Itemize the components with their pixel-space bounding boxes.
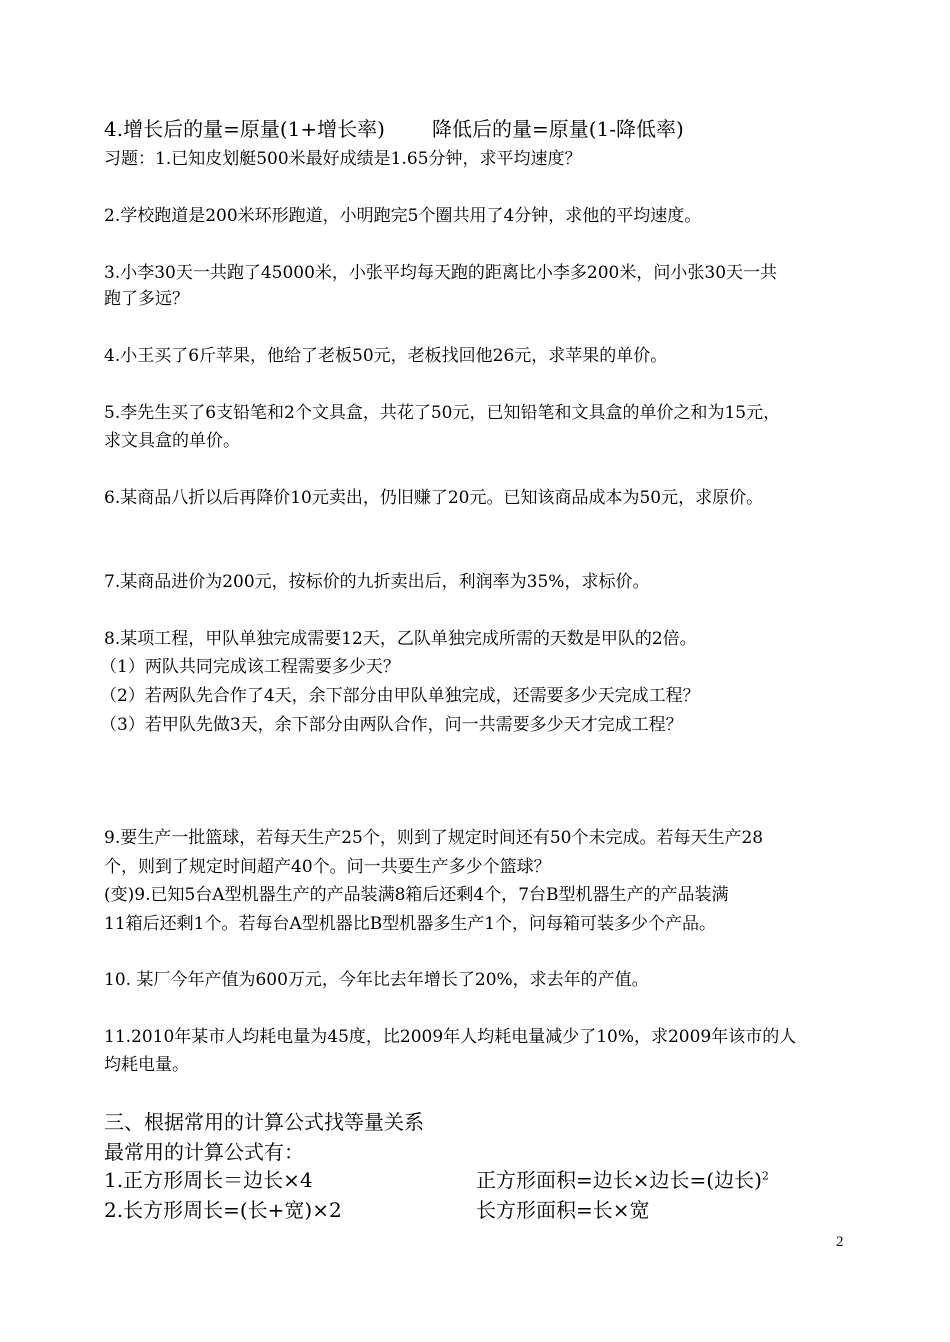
exercise-3-line2: 跑了多远？ [104,289,189,309]
exercise-9-variant-line2: 11箱后还剩1个。若每台A型机器比B型机器多生产1个，问每箱可装多少个产品。 [104,914,717,934]
exercise-8: 8.某项工程，甲队单独完成需要12天，乙队单独完成所需的天数是甲队的2倍。 [104,629,697,649]
exercise-7: 7.某商品进价为200元，按标价的九折卖出后，利润率为35%，求标价。 [104,572,650,592]
exercise-8-part2: （2）若两队先合作了4天，余下部分由甲队单独完成，还需要多少天完成工程？ [100,686,700,706]
formula-2-left: 2.长方形周长=(长+宽)×2 [104,1198,342,1222]
exercise-10: 10. 某厂今年产值为600万元，今年比去年增长了20%，求去年的产值。 [104,970,649,990]
exercise-8-part1: （1）两队共同完成该工程需要多少天？ [100,657,400,677]
exercise-3-line1: 3.小李30天一共跑了45000米，小张平均每天跑的距离比小李多200米，问小张30天一共 [104,263,778,283]
formula-4-left: 4.增长后的量=原量(1+增长率) [104,117,385,141]
exercise-11-line1: 11.2010年某市人均耗电量为45度，比2009年人均耗电量减少了10%，求2009年该市的人 [104,1027,797,1047]
exercise-9-variant-line1: (变)9.已知5台A型机器生产的产品装满8箱后还剩4个，7台B型机器生产的产品装满 [104,885,729,905]
section-3-heading: 三、根据常用的计算公式找等量关系 [104,1110,424,1134]
exercise-5-line1: 5.李先生买了6支铅笔和2个文具盒，共花了50元，已知铅笔和文具盒的单价之和为15元， [104,403,781,423]
formula-1-right-text: 正方形面积=边长×边长=(边长) [476,1168,762,1192]
exercise-9-line1: 9.要生产一批篮球，若每天生产25个，则到了规定时间还有50个未完成。若每天生产28 [104,828,764,848]
exercise-4: 4.小王买了6斤苹果，他给了老板50元，老板找回他26元，求苹果的单价。 [104,346,668,366]
formula-1-right [476,1166,769,1194]
exercise-intro: 习题：1.已知皮划艇500米最好成绩是1.65分钟，求平均速度？ [104,149,582,169]
page-number: 2 [836,1234,844,1250]
formula-1-superscript: 2 [761,1169,769,1183]
exercise-2: 2.学校跑道是200米环形跑道，小明跑完5个圈共用了4分钟，求他的平均速度。 [104,206,702,226]
formula-1-left: 1.正方形周长＝边长×4 [104,1168,313,1192]
section-3-subheading: 最常用的计算公式有： [104,1140,304,1164]
exercise-6: 6.某商品八折以后再降价10元卖出，仍旧赚了20元。已知该商品成本为50元，求原价。 [104,488,764,508]
exercise-5-line2: 求文具盒的单价。 [104,431,240,451]
exercise-9-line2: 个，则到了规定时间超产40个。问一共要生产多少个篮球？ [104,857,551,877]
formula-2-right: 长方形面积=长×宽 [476,1198,650,1222]
exercise-11-line2: 均耗电量。 [104,1055,189,1075]
exercise-8-part3: （3）若甲队先做3天，余下部分由两队合作，问一共需要多少天才完成工程？ [100,715,683,735]
formula-4-right: 降低后的量=原量(1-降低率) [432,117,684,141]
